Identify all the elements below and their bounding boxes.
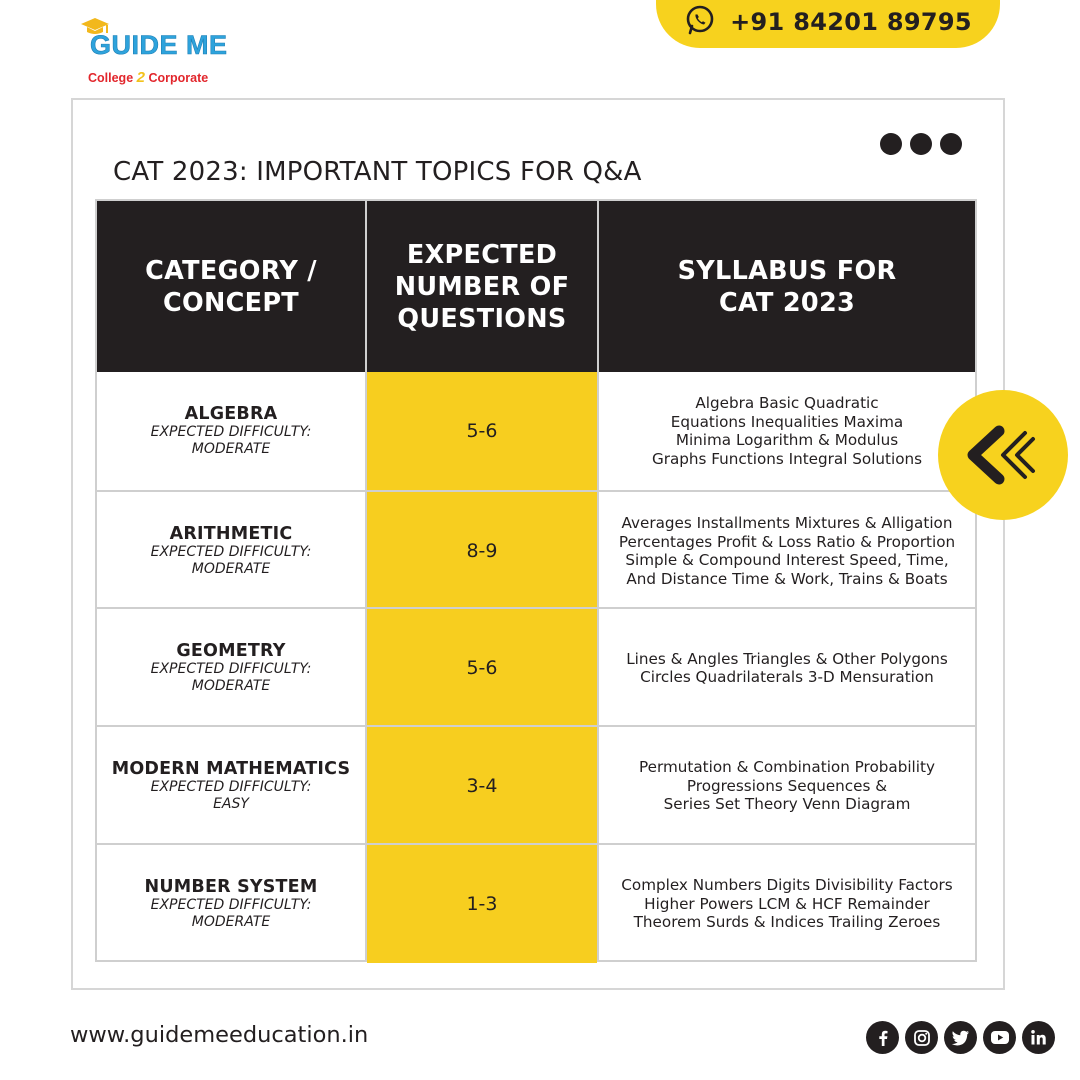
header-questions [367,201,597,372]
difficulty-value: MODERATE [191,678,271,694]
syllabus-line: Progressions Sequences & [686,776,888,795]
difficulty-value: MODERATE [191,561,271,577]
category-difficulty [151,424,312,459]
header-questions-line: NUMBER OF [394,271,570,302]
table-row [97,609,975,727]
syllabus-cell [599,845,975,963]
header-category-line: CONCEPT [162,287,300,318]
topics-table [95,199,977,962]
questions-cell: 1-3 [367,845,597,963]
syllabus-line: Equations Inequalities Maxima [670,412,904,431]
dot-icon [910,133,932,155]
header-questions-line: EXPECTED [406,239,558,270]
table-row [97,492,975,610]
syllabus-line: Series Set Theory Venn Diagram [663,795,911,814]
social-links [866,1021,1055,1054]
category-name: ARITHMETIC [169,523,293,544]
linkedin-icon[interactable] [1022,1021,1055,1054]
syllabus-cell [599,372,975,490]
questions-cell: 3-4 [367,727,597,845]
syllabus-line: Lines & Angles Triangles & Other Polygons [626,649,948,668]
youtube-icon[interactable] [983,1021,1016,1054]
syllabus-cell [599,727,975,845]
syllabus-line: Simple & Compound Interest Speed, Time, [625,551,949,569]
category-cell [97,727,365,845]
questions-cell: 5-6 [367,372,597,490]
syllabus-cell [599,609,975,727]
category-difficulty [151,661,312,696]
logo-tagline-left: College [88,71,134,85]
questions-cell: 8-9 [367,492,597,610]
difficulty-label: EXPECTED DIFFICULTY: [150,896,312,913]
difficulty-value: MODERATE [191,441,271,457]
logo-tagline-right: Corporate [148,71,209,85]
category-name: GEOMETRY [176,640,286,661]
dot-icon [940,133,962,155]
header-category-line: CATEGORY / [145,255,317,286]
category-difficulty [151,544,312,579]
phone-number[interactable]: +91 84201 89795 [730,8,972,36]
difficulty-label: EXPECTED DIFFICULTY: [150,423,312,440]
difficulty-label: EXPECTED DIFFICULTY: [150,543,312,560]
category-difficulty [151,897,312,932]
logo-tagline [88,69,208,86]
syllabus-line: Averages Installments Mixtures & Alligation [621,514,953,532]
table-row [97,727,975,845]
category-cell [97,372,365,490]
syllabus-line: Theorem Surds & Indices Trailing Zeroes [633,913,941,932]
phone-contact[interactable] [656,0,1000,48]
category-name: MODERN MATHEMATICS [111,758,351,779]
category-name: ALGEBRA [184,403,278,424]
syllabus-line: Complex Numbers Digits Divisibility Factors [621,876,953,895]
syllabus-line: Minima Logarithm & Modulus [675,431,899,449]
table-row [97,372,975,490]
syllabus-line: And Distance Time & Work, Trains & Boats [626,569,948,588]
dot-icon [880,133,902,155]
website-link[interactable]: www.guidemeeducation.in [70,1022,369,1048]
category-cell [97,845,365,963]
difficulty-value: EASY [213,796,249,812]
syllabus-cell [599,492,975,610]
twitter-icon[interactable] [944,1021,977,1054]
whatsapp-icon [684,4,716,36]
brand-logo[interactable] [78,14,248,86]
syllabus-line: Higher Powers LCM & HCF Remainder [644,894,930,913]
logo-tagline-mid: 2 [136,69,145,86]
header-category [97,201,365,372]
difficulty-label: EXPECTED DIFFICULTY: [150,660,312,677]
category-difficulty [151,779,312,814]
facebook-icon[interactable] [866,1021,899,1054]
difficulty-value: MODERATE [191,914,271,930]
more-options[interactable] [880,133,962,155]
header-syllabus-line: CAT 2023 [718,287,856,318]
syllabus-line: Permutation & Combination Probability [639,758,935,777]
table-row [97,845,975,963]
category-cell [97,492,365,610]
syllabus-line: Algebra Basic Quadratic [695,394,879,412]
header-syllabus-line: SYLLABUS FOR [677,255,897,286]
header-syllabus [599,201,975,372]
back-arrow-button[interactable] [938,390,1068,520]
double-chevron-left-icon [963,425,1043,485]
difficulty-label: EXPECTED DIFFICULTY: [150,778,312,795]
syllabus-line: Percentages Profit & Loss Ratio & Proportion [618,532,956,551]
category-name: NUMBER SYSTEM [144,876,318,897]
instagram-icon[interactable] [905,1021,938,1054]
questions-cell: 5-6 [367,609,597,727]
header-questions-line: QUESTIONS [397,303,567,334]
syllabus-line: Circles Quadrilaterals 3-D Mensuration [640,668,934,686]
category-cell [97,609,365,727]
logo-wordmark: GUIDE ME [90,30,228,60]
syllabus-line: Graphs Functions Integral Solutions [651,449,923,468]
table-title: CAT 2023: IMPORTANT TOPICS FOR Q&A [113,157,642,187]
